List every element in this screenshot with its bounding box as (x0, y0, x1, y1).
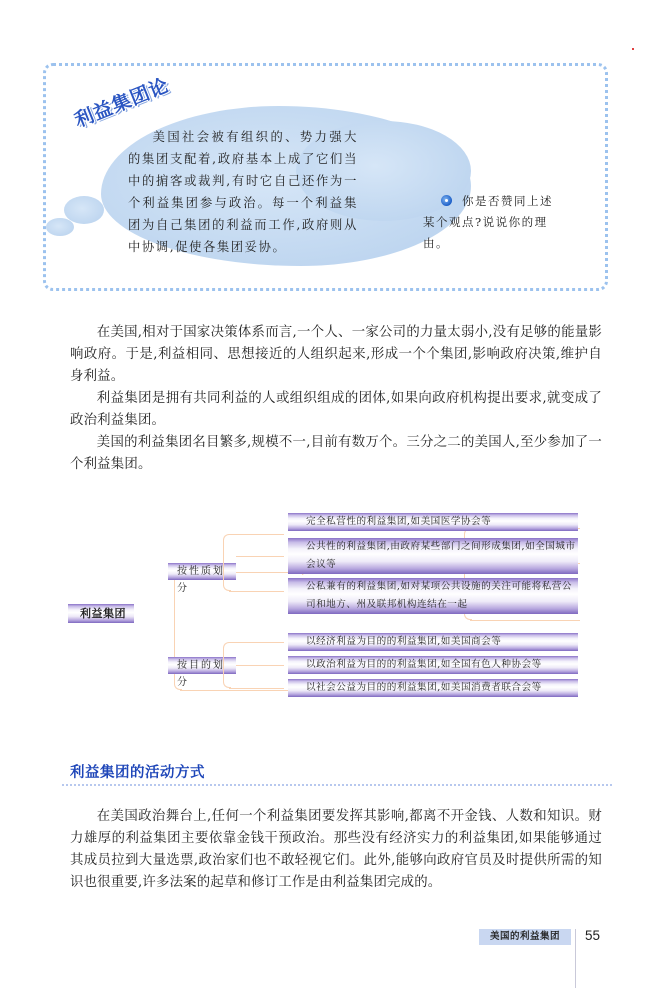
intro-callout-box (43, 63, 608, 291)
body-text-intro (70, 322, 602, 476)
diagram-leaf-node: 以社会公益为目的的利益集团,如美国消费者联合会等 (288, 679, 578, 697)
chapter-tag: 美国的利益集团 (479, 929, 571, 945)
body-text-activities (70, 806, 602, 894)
connector-line (236, 665, 284, 666)
cloud-bubble (46, 218, 74, 236)
connector-line (229, 688, 284, 689)
diagram-branch-by-purpose: 按目的划分 (168, 657, 236, 674)
connector-line (229, 591, 284, 592)
connector-line (236, 556, 284, 557)
connector-line (470, 620, 580, 621)
paragraph: 美国的利益集团名目繁多,规模不一,目前有数万个。三分之二的美国人,至少参加了一个利益集团。 (70, 435, 602, 472)
paragraph: 利益集团是拥有共同利益的人或组织组成的团体,如果向政府机构提出要求,就变成了政治利益集团。 (70, 391, 602, 428)
diagram-leaf-node: 公共性的利益集团,由政府某些部门之间形成集团,如全国城市会议等 (288, 538, 578, 574)
page-number: 55 (585, 928, 601, 943)
connector-line (229, 642, 284, 643)
diagram-leaf-node: 以经济利益为目的的利益集团,如美国商会等 (288, 633, 578, 651)
connector-line (223, 642, 231, 688)
diagram-leaf-node: 完全私营性的利益集团,如美国医学协会等 (288, 513, 578, 531)
bullet-point-icon (441, 195, 452, 206)
intro-quote: 美国社会被有组织的、势力强大的集团支配着,政府基本上成了它们当中的掮客或裁判,有时它自己还作为一个利益集团参与政治。每一个利益集团为自己集团的利益而工作,政府则从中协调,促使各集团妥协。 (128, 130, 358, 254)
footer-divider (575, 929, 576, 988)
discussion-question (423, 191, 553, 254)
diagram-leaf-node: 公私兼有的利益集团,如对某项公共设施的关注可能将私营公司和地方、州及联邦机构连结在一起 (288, 578, 578, 614)
connector-line (180, 690, 298, 691)
section-heading: 利益集团的活动方式 (70, 765, 205, 781)
intro-title: 利益集团论 (71, 74, 173, 133)
connector-line (223, 534, 231, 591)
interest-group-classification-diagram (60, 505, 600, 715)
diagram-branch-by-nature: 按性质划分 (168, 563, 236, 580)
diagram-leaf-node: 以政治利益为目的的利益集团,如全国有色人种协会等 (288, 656, 578, 674)
paragraph: 在美国,相对于国家决策体系而言,一个人、一家公司的力量太弱小,没有足够的能量影响政府。于是,利益相同、思想接近的人组织起来,形成一个个集团,影响政府决策,维护自身利益。 (70, 325, 602, 384)
connector-line (229, 534, 284, 535)
scan-mark (632, 48, 634, 50)
paragraph: 在美国政治舞台上,任何一个利益集团要发挥其影响,都离不开金钱、人数和知识。财力雄厚的利益集团主要依靠金钱干预政治。那些没有经济实力的利益集团,如果能够通过其成员拉到大量选票,政治家们也不敢轻视它们。此外,能够向政府官员及时提供所需的知识也很重要,许多法案的起草和修订工作是由利益集团完成的。 (70, 809, 602, 890)
section-divider (62, 784, 612, 786)
diagram-root-node: 利益集团 (68, 604, 134, 623)
question-text: 你是否赞同上述某个观点?说说你的理由。 (423, 194, 553, 250)
